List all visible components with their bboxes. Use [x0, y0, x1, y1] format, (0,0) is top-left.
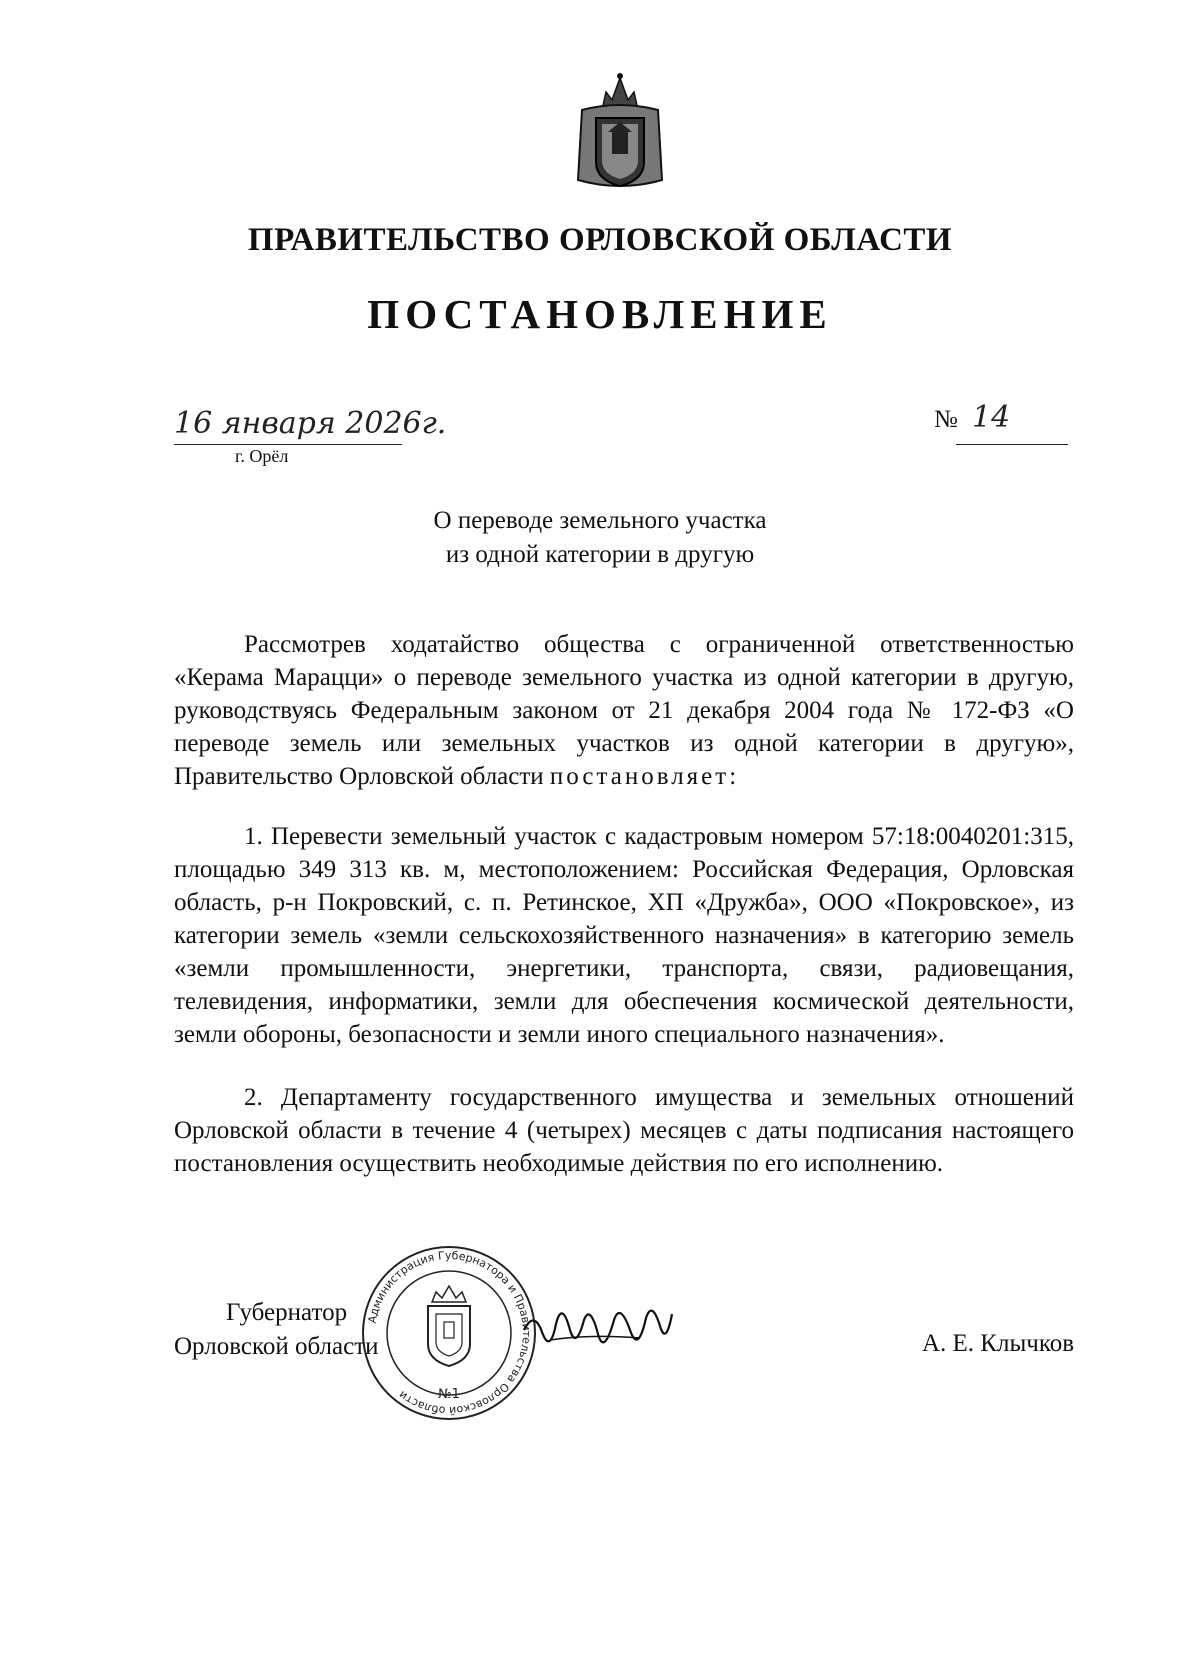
document-subject — [0, 504, 1200, 572]
number-sign: № — [934, 406, 958, 433]
handwritten-signature — [520, 1290, 680, 1370]
number-underline — [956, 444, 1068, 445]
seal-ring-textpath: Администрация Губернатора и Правительства Орловской области — [365, 1248, 534, 1418]
preamble-text: Рассмотрев ходатайство общества с ограниченной ответственностью «Керама Марацци» о переводе земельного участка из одной категории в другую, руководствуясь Федеральным законом от 21 декабря 2004 года № 172-ФЗ «О переводе земель или земельных участков из одной категории в другую», Правительство Орловской области — [174, 631, 1074, 790]
seal-number: №1 — [438, 1387, 460, 1402]
item-1-paragraph: 1. Перевести земельный участок с кадастровым номером 57:18:0040201:315, площадью 349 313 кв. м, местоположением: Российская Федерация, Орловская область, р-н Покровский, с. п. Ретинское, ХП «Дружба», ООО «Покровское», из категории земель «земли сельскохозяйственного назначения» в категорию земель «земли промышленности, энергетики, транспорта, связи, радиовещания, телевидения, информатики, земли для обеспечения космической деятельности, земли обороны, безопасности и земли иного специального назначения». — [174, 823, 1074, 1048]
document-number-label — [934, 406, 958, 434]
coat-of-arms-emblem — [572, 70, 668, 195]
document-type-title: ПОСТАНОВЛЕНИЕ — [367, 291, 833, 337]
preamble-paragraph — [174, 628, 1074, 793]
item-2-paragraph: 2. Департаменту государственного имущества и земельных отношений Орловской области в течение 4 (четырех) месяцев с даты подписания настоящего постановления осуществить необходимые действия по его исполнению. — [174, 1084, 1074, 1177]
subject-line-2: из одной категории в другую — [445, 541, 755, 568]
subject-line-1: О переводе земельного участка — [433, 507, 767, 534]
position-line-2: Орловской области — [174, 1333, 379, 1360]
organization-title: ПРАВИТЕЛЬСТВО ОРЛОВСКОЙ ОБЛАСТИ — [247, 222, 953, 258]
official-seal — [360, 1244, 538, 1422]
signatory-name: А. Е. Клычков — [921, 1330, 1074, 1357]
position-line-1: Губернатор — [226, 1299, 348, 1326]
date-underline — [174, 444, 402, 445]
document-city: г. Орёл — [235, 446, 289, 466]
document-number: 14 — [972, 400, 1011, 435]
decree-word: постановляет: — [549, 763, 740, 790]
signatory-position — [174, 1296, 379, 1364]
document-date: 16 января 2026г. — [174, 406, 447, 441]
